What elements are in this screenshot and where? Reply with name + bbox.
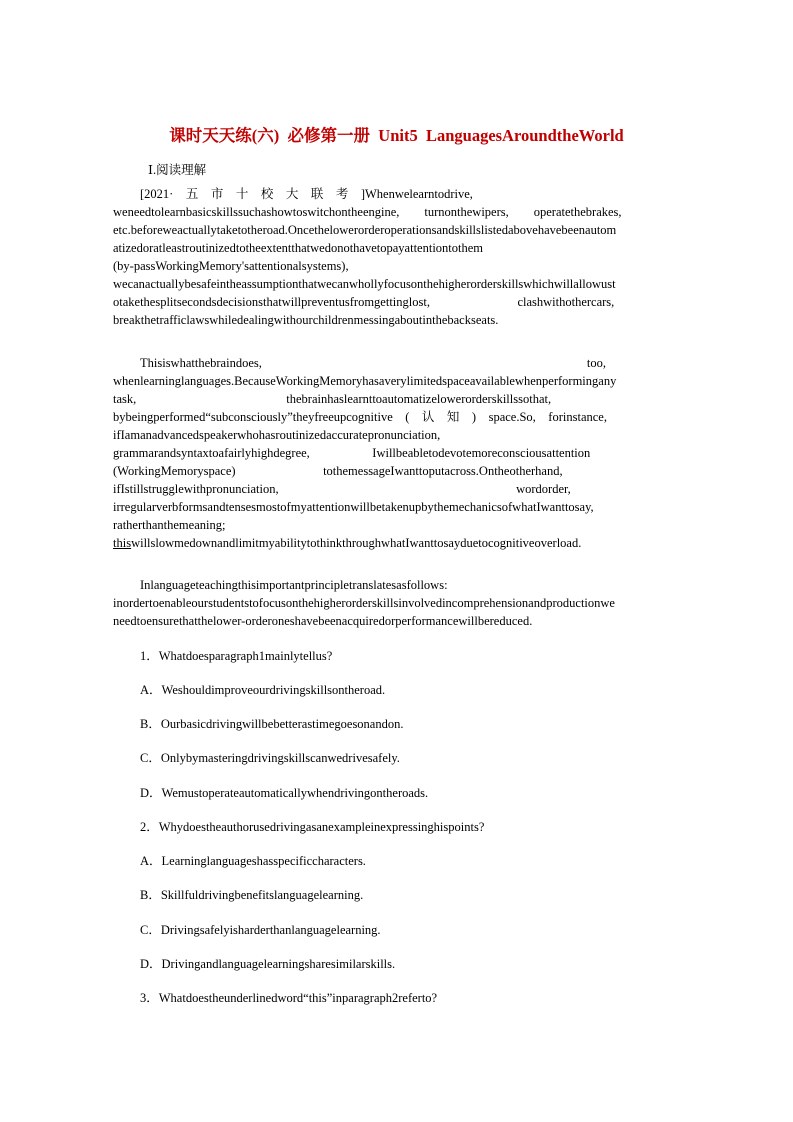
answer-option-b[interactable]: B．Skillfuldrivingbenefitslanguagelearning. (140, 888, 364, 902)
passage-line: otakethesplitsecondsdecisionsthatwillpreventusfromgettinglost, clashwithothercars, (113, 295, 615, 309)
passage-line: bybeingperformed“subconsciously”theyfreeupcognitive ( 认 知 ) space.So, forinstance, (113, 410, 607, 424)
passage-line: Thisiswhatthebraindoes, too, (140, 356, 606, 370)
answer-option-a[interactable]: A．Learninglanguageshasspecificcharacters. (140, 854, 366, 868)
question-stem: 3．Whatdoestheunderlinedword“this”inparagraph2referto? (140, 991, 438, 1005)
passage-line (113, 534, 681, 552)
passage-line: (WorkingMemoryspace) tothemessageIwanttoputacross.Ontheotherhand, (113, 464, 563, 478)
passage-line: whenlearninglanguages.BecauseWorkingMemoryhasaverylimitedspaceavailablewhenperformingany (113, 374, 617, 388)
passage-line: inordertoenableourstudentstofocusonthehigherorderskillsinvolvedincomprehensionandproductionwe (113, 596, 615, 610)
passage-line: breakthetrafficlawswhiledealingwithourchildrenmessingaboutinthebackseats. (113, 313, 499, 327)
answer-option-d[interactable]: D．Wemustoperateautomaticallywhendrivingontheroads. (140, 786, 429, 800)
passage-line: task, thebrainhaslearnttoautomatizelowerorderskillssothat, (113, 392, 552, 406)
passage-line: ifIstillstrugglewithpronunciation, wordorder, (113, 482, 571, 496)
passage-line: ifIamanadvancedspeakerwhohasroutinizedaccuratepronunciation, (113, 428, 441, 442)
question-stem: 1．Whatdoesparagraph1mainlytellus? (140, 649, 333, 663)
underlined-word: this (113, 536, 132, 550)
passage-line: atizedoratleastroutinizedtotheextentthatwedonothavetopayattentiontothem (113, 241, 484, 255)
passage-line: ratherthanthemeaning; (113, 518, 226, 532)
passage-line: weneedtolearnbasicskillssuchashowtoswitchontheengine, turnonthewipers, operatethebrakes, (113, 205, 622, 219)
passage-line: [2021· 五 市 十 校 大 联 考 ]Whenwelearntodrive, (140, 187, 473, 201)
passage-line: (by-passWorkingMemory'sattentionalsystems), (113, 259, 349, 273)
passage-line: needtoensurethatthelower-orderoneshavebeenacquiredorperformancewillbereduced. (113, 614, 533, 628)
passage-line: grammarandsyntaxtoafairlyhighdegree, Iwillbeabletodevotemoreconsciousattention (113, 446, 591, 460)
question-stem: 2．Whydoestheauthorusedrivingasanexampleinexpressinghispoints? (140, 820, 485, 834)
passage-line: wecanactuallybesafeintheassumptionthatwecanwhollyfocusonthehigherorderskillswhichwillallowust (113, 277, 616, 291)
passage-line: etc.beforeweactuallytaketotheroad.Oncethelowerorderoperationsandskillslistedabovehavebeenautom (113, 223, 617, 237)
passage-line: Inlanguageteachingthisimportantprincipletranslatesasfollows: (140, 578, 448, 592)
answer-option-b[interactable]: B．Ourbasicdrivingwillbebetterastimegoesonandon. (140, 717, 404, 731)
answer-option-d[interactable]: D．Drivingandlanguagelearningsharesimilarskills. (140, 957, 396, 971)
passage-line-rest: willslowmedownandlimitmyabilitytothinkthroughwhatIwanttosayduetocognitiveoverload. (131, 536, 582, 550)
section-heading: Ⅰ.阅读理解 (148, 163, 207, 177)
answer-option-c[interactable]: C．Drivingsafelyisharderthanlanguagelearning. (140, 923, 381, 937)
answer-option-a[interactable]: A．Weshouldimproveourdrivingskillsontheroad. (140, 683, 386, 697)
page-title: 课时天天练(六) 必修第一册 Unit5 LanguagesAroundtheWorld (169, 126, 624, 145)
passage-line: irregularverbformsandtensesmostofmyattentionwillbetakenupbythemechanicsofwhatIwanttosay, (113, 500, 594, 514)
answer-option-c[interactable]: C．Onlybymasteringdrivingskillscanwedrivesafely. (140, 751, 400, 765)
